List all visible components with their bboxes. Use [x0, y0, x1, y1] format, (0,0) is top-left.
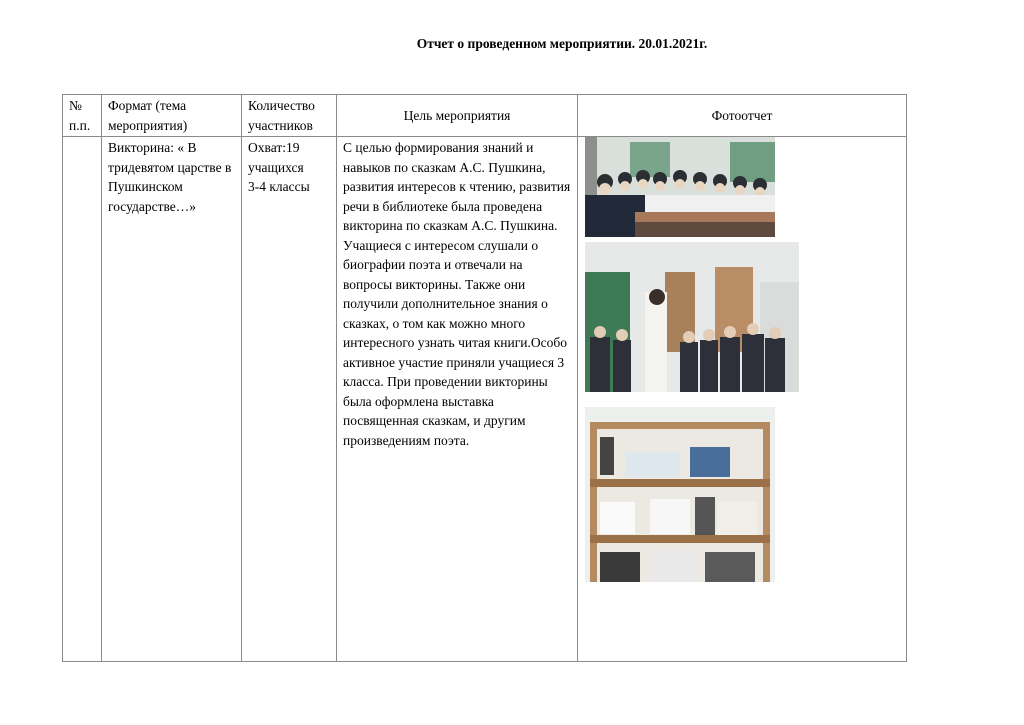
cell-goal: С целью формирования знаний и навыков по сказкам А.С. Пушкина, развития интересов к чтению, развития речи в библиотеке была проведена викторина по сказкам А.С. Пушкина. Учащиеся с интересом слушали о биографии поэта и отвечали на вопросы викторины. Также они получили дополнительное знания о сказках, о том как можно много интересного узнать читая книги.Особо активное участие приняли учащиеся 3 класса. При проведении викторины была оформлена выставка посвященная сказкам, и другим произведениям поэта. — [337, 137, 578, 662]
document-title: Отчет о проведенном мероприятии. 20.01.2021г. — [416, 36, 708, 51]
cell-participants — [242, 137, 337, 662]
header-format: Формат (тема мероприятия) — [102, 95, 242, 137]
header-number: № п.п. — [63, 95, 102, 137]
header-photo-report: Фотоотчет — [578, 95, 907, 137]
cell-number — [63, 137, 102, 662]
photo-book-exhibition — [585, 407, 775, 582]
table-header-row — [63, 95, 907, 137]
photo-teacher-with-students — [585, 242, 799, 392]
cell-format: Викторина: « В тридевятом царстве в Пушкинском государстве…» — [102, 137, 242, 662]
cell-photo-report — [578, 137, 907, 662]
header-goal: Цель мероприятия — [337, 95, 578, 137]
photo-students-at-desks — [585, 137, 775, 237]
report-table — [62, 94, 907, 662]
participants-students: учащихся — [248, 159, 304, 175]
participants-coverage: Охват:19 — [248, 140, 300, 155]
header-participants: Количество участников — [242, 95, 337, 137]
table-row — [63, 137, 907, 662]
participants-grades: 3-4 классы — [248, 179, 310, 194]
